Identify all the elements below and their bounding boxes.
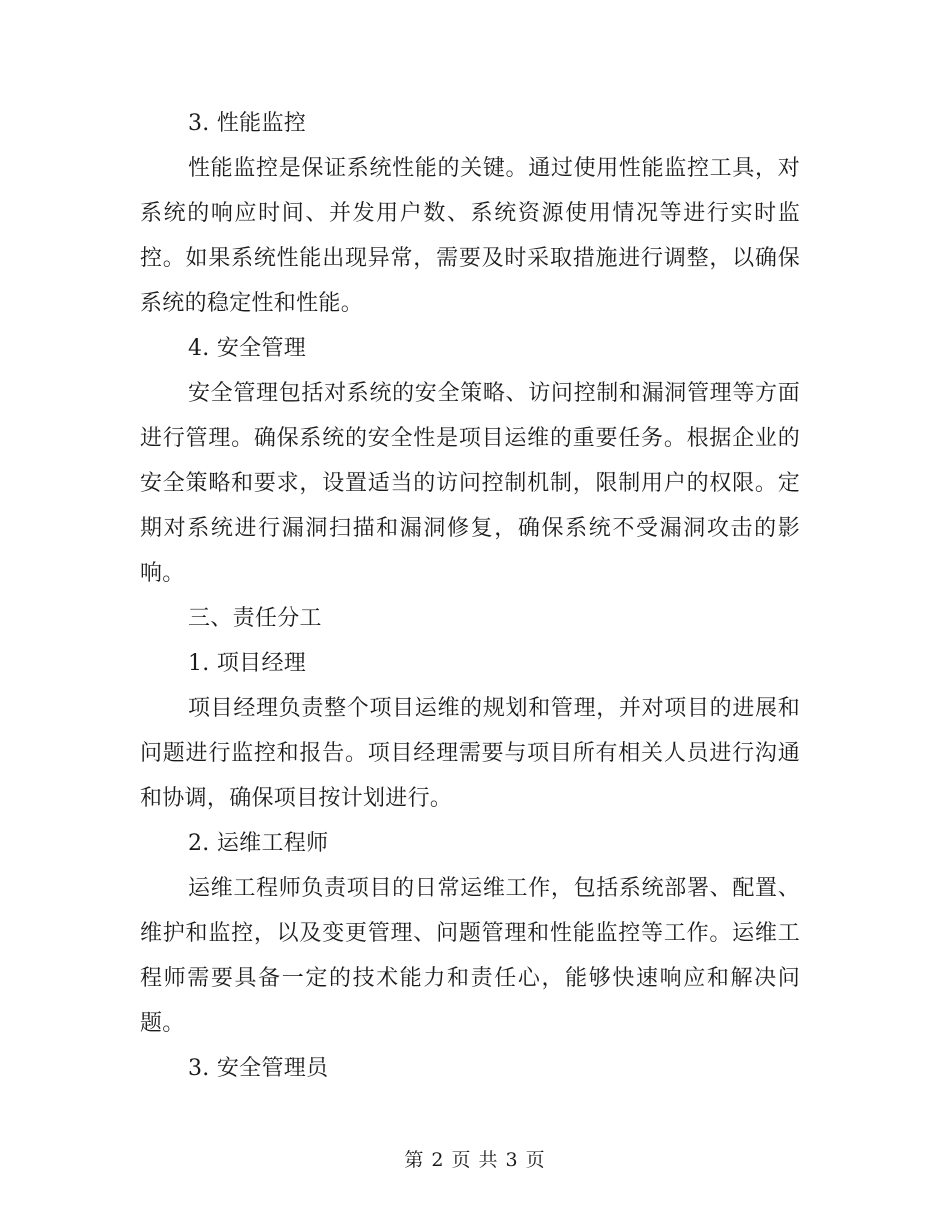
page-number-footer: 第 2 页 共 3 页 [404,1149,546,1171]
section-heading-ops-engineer: 2. 运维工程师 [188,831,329,856]
section-heading-security-admin: 3. 安全管理员 [188,1056,329,1081]
paragraph-security-management: 安全管理包括对系统的安全策略、访问控制和漏洞管理等方面进行管理。确保系统的安全性是项目运维的重要任务。根据企业的安全策略和要求，设置适当的访问控制机制，限制用户的权限。定期对系统进行漏洞扫描和漏洞修复，确保系统不受漏洞攻击的影响。 [140,381,800,586]
section-heading-project-manager: 1. 项目经理 [188,651,307,676]
paragraph-project-manager: 项目经理负责整个项目运维的规划和管理，并对项目的进展和问题进行监控和报告。项目经理需要与项目所有相关人员进行沟通和协调，确保项目按计划进行。 [140,696,800,811]
paragraph-performance-monitoring: 性能监控是保证系统性能的关键。通过使用性能监控工具，对系统的响应时间、并发用户数、系统资源使用情况等进行实时监控。如果系统性能出现异常，需要及时采取措施进行调整，以确保系统的稳定性和性能。 [140,156,800,316]
section-heading-performance-monitoring: 3. 性能监控 [188,111,307,136]
document-body [140,101,800,1091]
paragraph-ops-engineer: 运维工程师负责项目的日常运维工作，包括系统部署、配置、维护和监控，以及变更管理、问题管理和性能监控等工作。运维工程师需要具备一定的技术能力和责任心，能够快速响应和解决问题。 [140,876,800,1036]
chapter-heading-responsibilities: 三、责任分工 [188,606,322,631]
section-heading-security-management: 4. 安全管理 [188,336,307,361]
